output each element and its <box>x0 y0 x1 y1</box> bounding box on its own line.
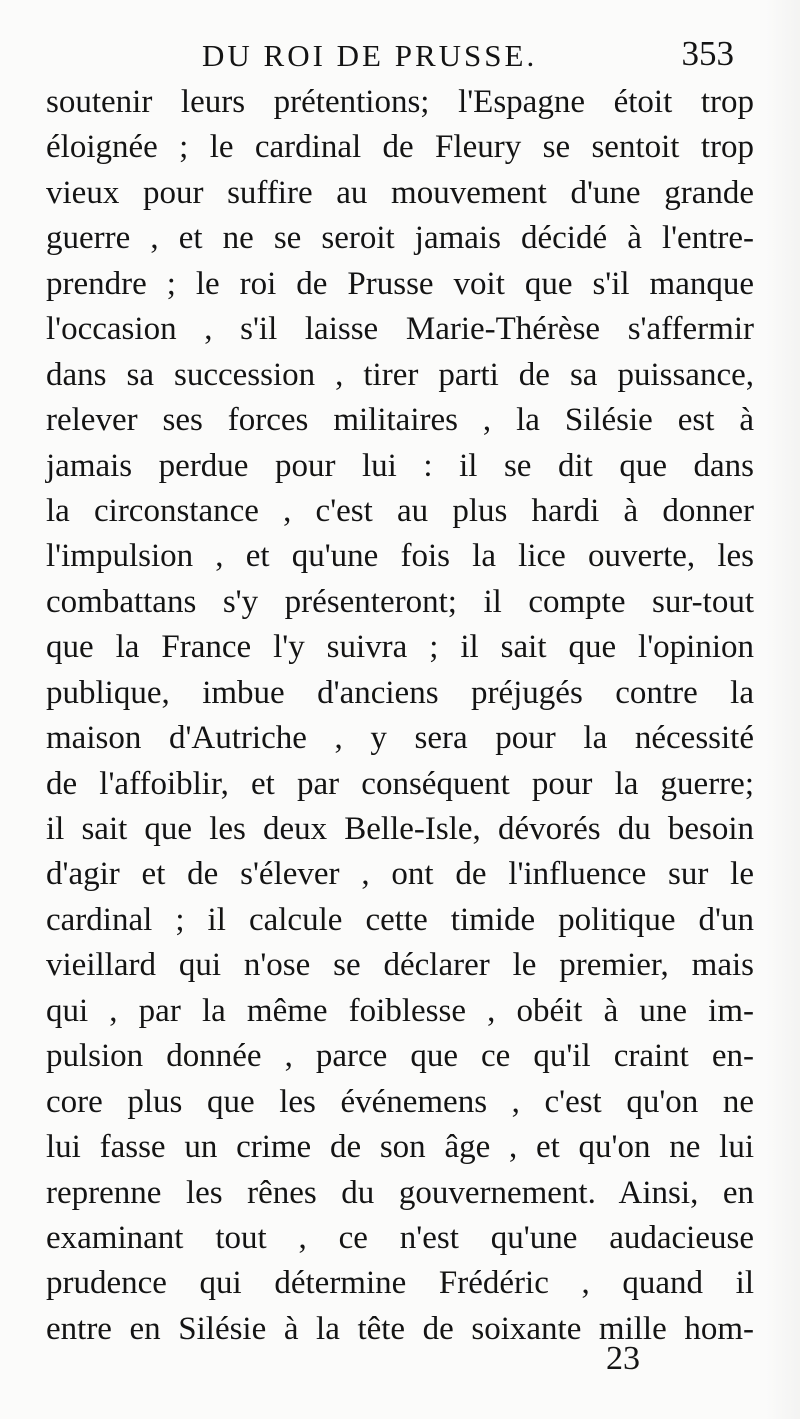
text-line: core plus que les événemens , c'est qu'on ne <box>46 1083 754 1120</box>
text-line: l'occasion , s'il laisse Marie-Thérèse s'affermir <box>46 311 754 348</box>
running-title: DU ROI DE PRUSSE. <box>202 38 538 73</box>
text-line: dans sa succession , tirer parti de sa puissance, <box>46 356 754 393</box>
text-line: éloignée ; le cardinal de Fleury se sentoit trop <box>46 129 754 166</box>
text-line: de l'affoiblir, et par conséquent pour la guerre; <box>46 765 754 802</box>
text-line: il sait que les deux Belle-Isle, dévorés du besoin <box>46 811 754 847</box>
text-line: l'impulsion , et qu'une fois la lice ouverte, les <box>46 538 754 575</box>
signature-mark: 23 <box>606 1340 640 1377</box>
text-line: entre en Silésie à la tête de soixante mille hom- <box>46 1310 754 1347</box>
text-line: cardinal ; il calcule cette timide politique d'un <box>46 901 754 938</box>
text-line: lui fasse un crime de son âge , et qu'on ne lui <box>46 1129 754 1166</box>
running-head <box>0 28 800 84</box>
text-line: publique, imbue d'anciens préjugés contre la <box>46 674 754 711</box>
text-line: prudence qui détermine Frédéric , quand il <box>46 1265 754 1302</box>
text-line: relever ses forces militaires , la Silésie est à <box>46 402 754 439</box>
text-line: jamais perdue pour lui : il se dit que dans <box>46 447 754 484</box>
text-line: d'agir et de s'élever , ont de l'influence sur le <box>46 856 754 893</box>
page-number: 353 <box>681 34 734 73</box>
text-line: pulsion donnée , parce que ce qu'il craint en- <box>46 1038 754 1075</box>
text-line: guerre , et ne se seroit jamais décidé à l'entre- <box>46 220 754 257</box>
text-line: vieux pour suffire au mouvement d'une grande <box>46 174 754 211</box>
text-line: prendre ; le roi de Prusse voit que s'il manque <box>46 265 754 302</box>
body-text <box>46 80 754 1352</box>
text-line: soutenir leurs prétentions; l'Espagne étoit trop <box>46 84 754 120</box>
text-line: vieillard qui n'ose se déclarer le premier, mais <box>46 947 754 984</box>
text-line: que la France l'y suivra ; il sait que l'opinion <box>46 629 754 666</box>
text-line: la circonstance , c'est au plus hardi à donner <box>46 492 754 529</box>
text-line: reprenne les rênes du gouvernement. Ainsi, en <box>46 1174 754 1211</box>
text-line: combattans s'y présenteront; il compte sur-tout <box>46 583 754 620</box>
text-line: qui , par la même foiblesse , obéit à une im- <box>46 992 754 1029</box>
text-line: maison d'Autriche , y sera pour la nécessité <box>46 720 754 757</box>
text-line: examinant tout , ce n'est qu'une audacieuse <box>46 1219 754 1256</box>
